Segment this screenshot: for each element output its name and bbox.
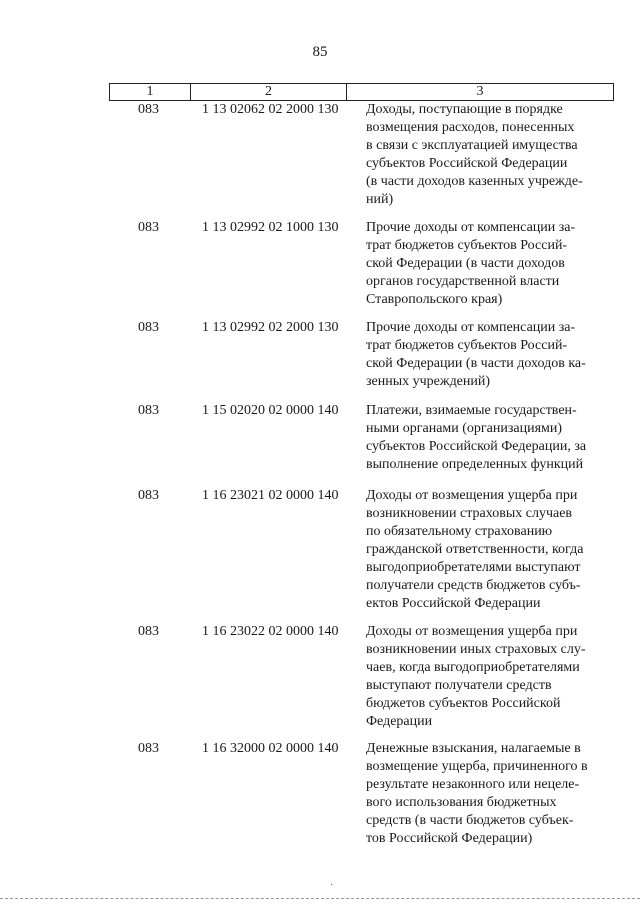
description-line: возникновении иных страховых слу- <box>366 642 586 657</box>
budget-class-code: 1 13 02992 02 1000 130 <box>202 220 339 235</box>
description-line: зенных учреждений) <box>366 374 491 389</box>
budget-class-code: 1 13 02062 02 2000 130 <box>202 102 339 117</box>
description-line: выполнение определенных функций <box>366 457 584 472</box>
income-description <box>366 623 616 731</box>
description-line: тов Российской Федерации) <box>366 831 533 846</box>
description-line: гражданской ответственности, когда <box>366 542 584 557</box>
header-col-3: 3 <box>346 84 614 100</box>
budget-class-code: 1 13 02992 02 2000 130 <box>202 320 339 335</box>
description-line: бюджетов субъектов Российской <box>366 696 561 711</box>
description-line: субъектов Российской Федерации <box>366 156 568 171</box>
header-col-1: 1 <box>109 84 190 100</box>
scan-speck: · <box>330 880 334 891</box>
page-number: 85 <box>312 44 328 60</box>
income-description <box>366 101 616 209</box>
description-line: выгодоприобретателями выступают <box>366 560 581 575</box>
description-line: возмещения расходов, понесенных <box>366 120 575 135</box>
description-line: Доходы от возмещения ущерба при <box>366 624 578 639</box>
description-line: ний) <box>366 192 394 207</box>
description-line: выступают получатели средств <box>366 678 552 693</box>
description-line: Доходы, поступающие в порядке <box>366 102 563 117</box>
table-header <box>109 83 614 101</box>
admin-code: 083 <box>138 102 159 117</box>
description-line: Прочие доходы от компенсации за- <box>366 220 576 235</box>
description-line: Денежные взыскания, налагаемые в <box>366 741 581 756</box>
income-description <box>366 740 616 848</box>
description-line: чаев, когда выгодоприобретателями <box>366 660 580 675</box>
budget-class-code: 1 15 02020 02 0000 140 <box>202 403 339 418</box>
description-line: возмещение ущерба, причиненного в <box>366 759 588 774</box>
description-line: по обязательному страхованию <box>366 524 553 539</box>
description-line: вого использования бюджетных <box>366 795 557 810</box>
description-line: трат бюджетов субъектов Россий- <box>366 238 568 253</box>
income-description <box>366 219 616 309</box>
description-line: Доходы от возмещения ущерба при <box>366 488 578 503</box>
description-line: ской Федерации (в части доходов <box>366 256 565 271</box>
description-line: возникновении страховых случаев <box>366 506 573 521</box>
admin-code: 083 <box>138 403 159 418</box>
description-line: (в части доходов казенных учрежде- <box>366 174 583 189</box>
description-line: средств (в части бюджетов субъек- <box>366 813 574 828</box>
admin-code: 083 <box>138 624 159 639</box>
description-line: трат бюджетов субъектов Россий- <box>366 338 568 353</box>
description-line: получатели средств бюджетов субъ- <box>366 578 581 593</box>
income-description <box>366 487 616 613</box>
description-line: результате незаконного или нецеле- <box>366 777 580 792</box>
description-line: Федерации <box>366 714 433 729</box>
income-description <box>366 402 616 474</box>
description-line: Платежи, взимаемые государствен- <box>366 403 577 418</box>
scan-bottom-edge <box>0 898 640 899</box>
header-col-2: 2 <box>190 84 346 100</box>
description-line: Прочие доходы от компенсации за- <box>366 320 576 335</box>
budget-class-code: 1 16 23021 02 0000 140 <box>202 488 339 503</box>
description-line: Ставропольского края) <box>366 292 503 307</box>
description-line: ектов Российской Федерации <box>366 596 541 611</box>
description-line: в связи с эксплуатацией имущества <box>366 138 578 153</box>
admin-code: 083 <box>138 741 159 756</box>
description-line: ными органами (организациями) <box>366 421 563 436</box>
description-line: субъектов Российской Федерации, за <box>366 439 587 454</box>
budget-class-code: 1 16 32000 02 0000 140 <box>202 741 339 756</box>
description-line: органов государственной власти <box>366 274 560 289</box>
budget-class-code: 1 16 23022 02 0000 140 <box>202 624 339 639</box>
income-description <box>366 319 616 391</box>
admin-code: 083 <box>138 320 159 335</box>
admin-code: 083 <box>138 220 159 235</box>
admin-code: 083 <box>138 488 159 503</box>
description-line: ской Федерации (в части доходов ка- <box>366 356 586 371</box>
